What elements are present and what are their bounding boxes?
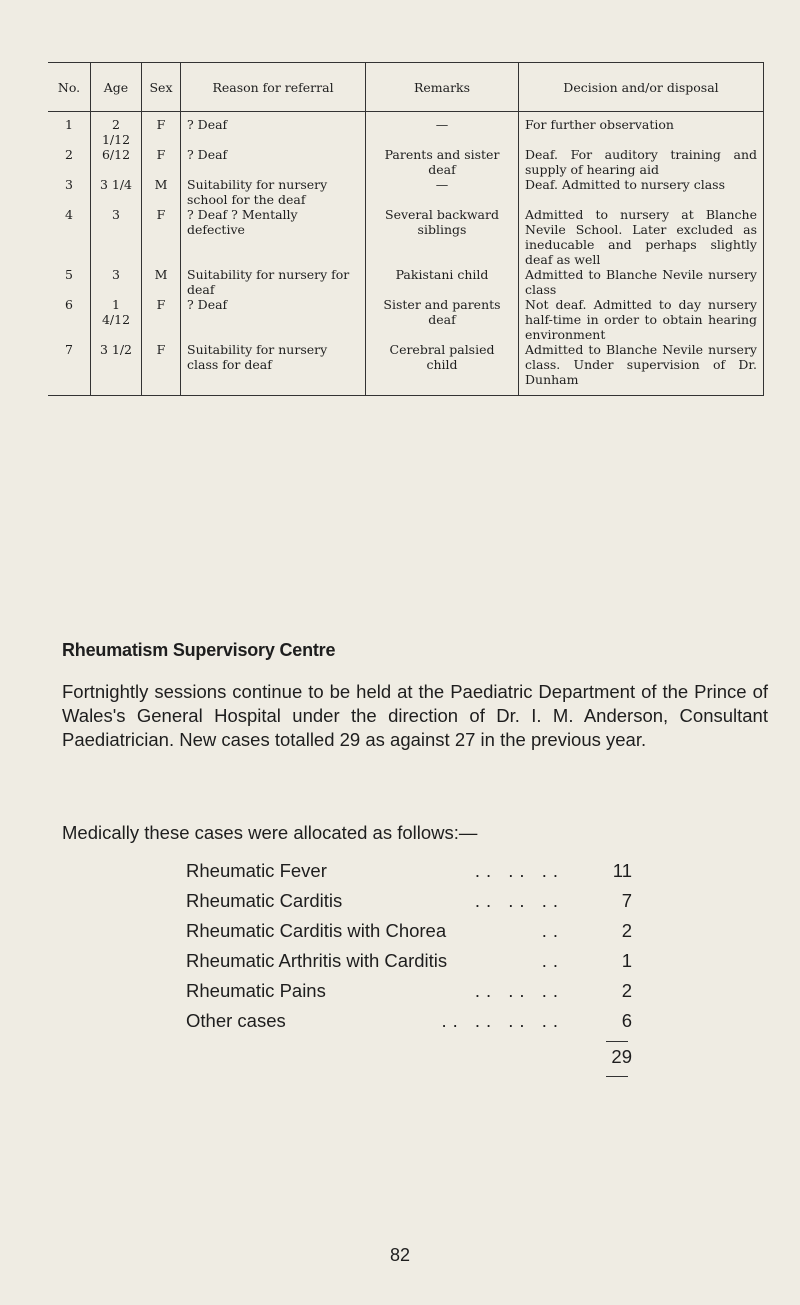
cell-sex: M: [142, 177, 181, 207]
cell-age: 1 4/12: [91, 297, 142, 342]
cell-decision: Admitted to Blanche Nevile nursery class. Under supervision of Dr. Dunham: [519, 342, 764, 396]
cell-no: 3: [65, 177, 73, 192]
allocation-value: 2: [621, 920, 632, 941]
cell-decision: For further observation: [519, 112, 764, 148]
allocation-value: 2: [621, 980, 632, 1001]
table-row: [48, 267, 764, 297]
cell-remarks: Cerebral palsied child: [366, 342, 519, 396]
leader-dots: .. .. ..: [474, 980, 564, 1001]
table-row: [48, 112, 764, 148]
table-row: [48, 342, 764, 396]
cell-no: 1: [65, 117, 73, 132]
allocation-label: Rheumatic Carditis: [186, 890, 343, 911]
table-row: [48, 177, 764, 207]
leader-dots: .. .. .. ..: [441, 1010, 564, 1031]
cell-decision: Admitted to nursery at Blanche Nevile School. Later excluded as ineducable and perhaps slightly deaf as well: [519, 207, 764, 267]
cell-age: 3 1/2: [91, 342, 142, 396]
cell-reason: ? Deaf ? Mentally defective: [181, 207, 366, 267]
allocation-label: Rheumatic Carditis with Chorea: [186, 920, 447, 941]
allocation-value: 7: [621, 890, 632, 911]
cell-reason: Suitability for nursery class for deaf: [181, 342, 366, 396]
cell-sex: F: [142, 207, 181, 267]
total-rule-top: [606, 1041, 628, 1042]
total-rule-bottom: [606, 1076, 628, 1077]
cell-sex: F: [142, 147, 181, 177]
list-item: [186, 950, 632, 980]
cell-remarks: Parents and sister deaf: [366, 147, 519, 177]
page-number: 82: [389, 1245, 411, 1265]
cell-no: 7: [48, 342, 91, 396]
cell-no: 4: [65, 207, 73, 222]
cell-remarks: —: [366, 177, 519, 207]
allocation-label: Rheumatic Pains: [186, 980, 326, 1001]
cell-remarks: Sister and parents deaf: [366, 297, 519, 342]
cell-remarks: Several backward siblings: [366, 207, 519, 267]
cell-sex: F: [142, 297, 181, 342]
table-row: [48, 207, 764, 267]
list-item: [186, 920, 632, 950]
list-item: [186, 890, 632, 920]
allocation-value: 6: [621, 1010, 632, 1031]
cell-reason: ? Deaf: [181, 112, 366, 148]
cell-decision: Not deaf. Admitted to day nursery half-time in order to obtain hearing environment: [519, 297, 764, 342]
section-title: Rheumatism Supervisory Centre: [62, 640, 336, 660]
header-remarks: Remarks: [366, 63, 519, 112]
header-age: Age: [91, 63, 142, 112]
cell-reason: Suitability for nursery school for the deaf: [181, 177, 366, 207]
allocation-value: 11: [612, 860, 632, 881]
cell-remarks: Pakistani child: [366, 267, 519, 297]
cell-decision: Deaf. Admitted to nursery class: [519, 177, 764, 207]
cell-reason: Suitability for nursery for deaf: [181, 267, 366, 297]
header-no: No.: [48, 63, 91, 112]
cell-sex: M: [142, 267, 181, 297]
header-decision: Decision and/or disposal: [519, 63, 764, 112]
leader-dots: ..: [541, 950, 564, 971]
cell-sex: F: [142, 342, 181, 396]
header-sex: Sex: [142, 63, 181, 112]
cell-age: 3: [91, 207, 142, 267]
cell-age: 2 1/12: [91, 112, 142, 148]
referral-table: [48, 62, 764, 396]
allocation-label: Rheumatic Fever: [186, 860, 327, 881]
allocation-value: 1: [621, 950, 632, 971]
allocation-list: [186, 860, 632, 1040]
cell-age: 3 1/4: [91, 177, 142, 207]
cell-no: 6: [65, 297, 73, 312]
section-paragraph: Fortnightly sessions continue to be held at the Paediatric Department of the Prince of Wales's General Hospital under the direction of Dr. I. M. Anderson, Consultant Paediatrician. New cases totalled 29 as against 27 in the previous year.: [62, 681, 768, 750]
leader-dots: .. .. ..: [474, 860, 564, 881]
cell-sex: F: [142, 112, 181, 148]
table-row: [48, 147, 764, 177]
cell-reason: ? Deaf: [181, 147, 366, 177]
table-header-row: [48, 63, 764, 112]
allocation-label: Rheumatic Arthritis with Carditis: [186, 950, 448, 971]
cell-decision: Deaf. For auditory training and supply of hearing aid: [519, 147, 764, 177]
list-item: [186, 860, 632, 890]
cell-decision: Admitted to Blanche Nevile nursery class: [519, 267, 764, 297]
list-item: [186, 980, 632, 1010]
leader-dots: ..: [541, 920, 564, 941]
table-row: [48, 297, 764, 342]
cell-no: 2: [65, 147, 73, 162]
list-item: [186, 1010, 632, 1040]
allocation-intro: Medically these cases were allocated as follows:—: [62, 822, 478, 843]
cell-no: 5: [65, 267, 73, 282]
leader-dots: .. .. ..: [474, 890, 564, 911]
header-reason: Reason for referral: [181, 63, 366, 112]
cell-age: 6/12: [91, 147, 142, 177]
allocation-label: Other cases: [186, 1010, 286, 1031]
cell-age: 3: [91, 267, 142, 297]
cell-reason: ? Deaf: [181, 297, 366, 342]
cell-remarks: —: [366, 112, 519, 148]
allocation-total: 29: [611, 1046, 632, 1067]
